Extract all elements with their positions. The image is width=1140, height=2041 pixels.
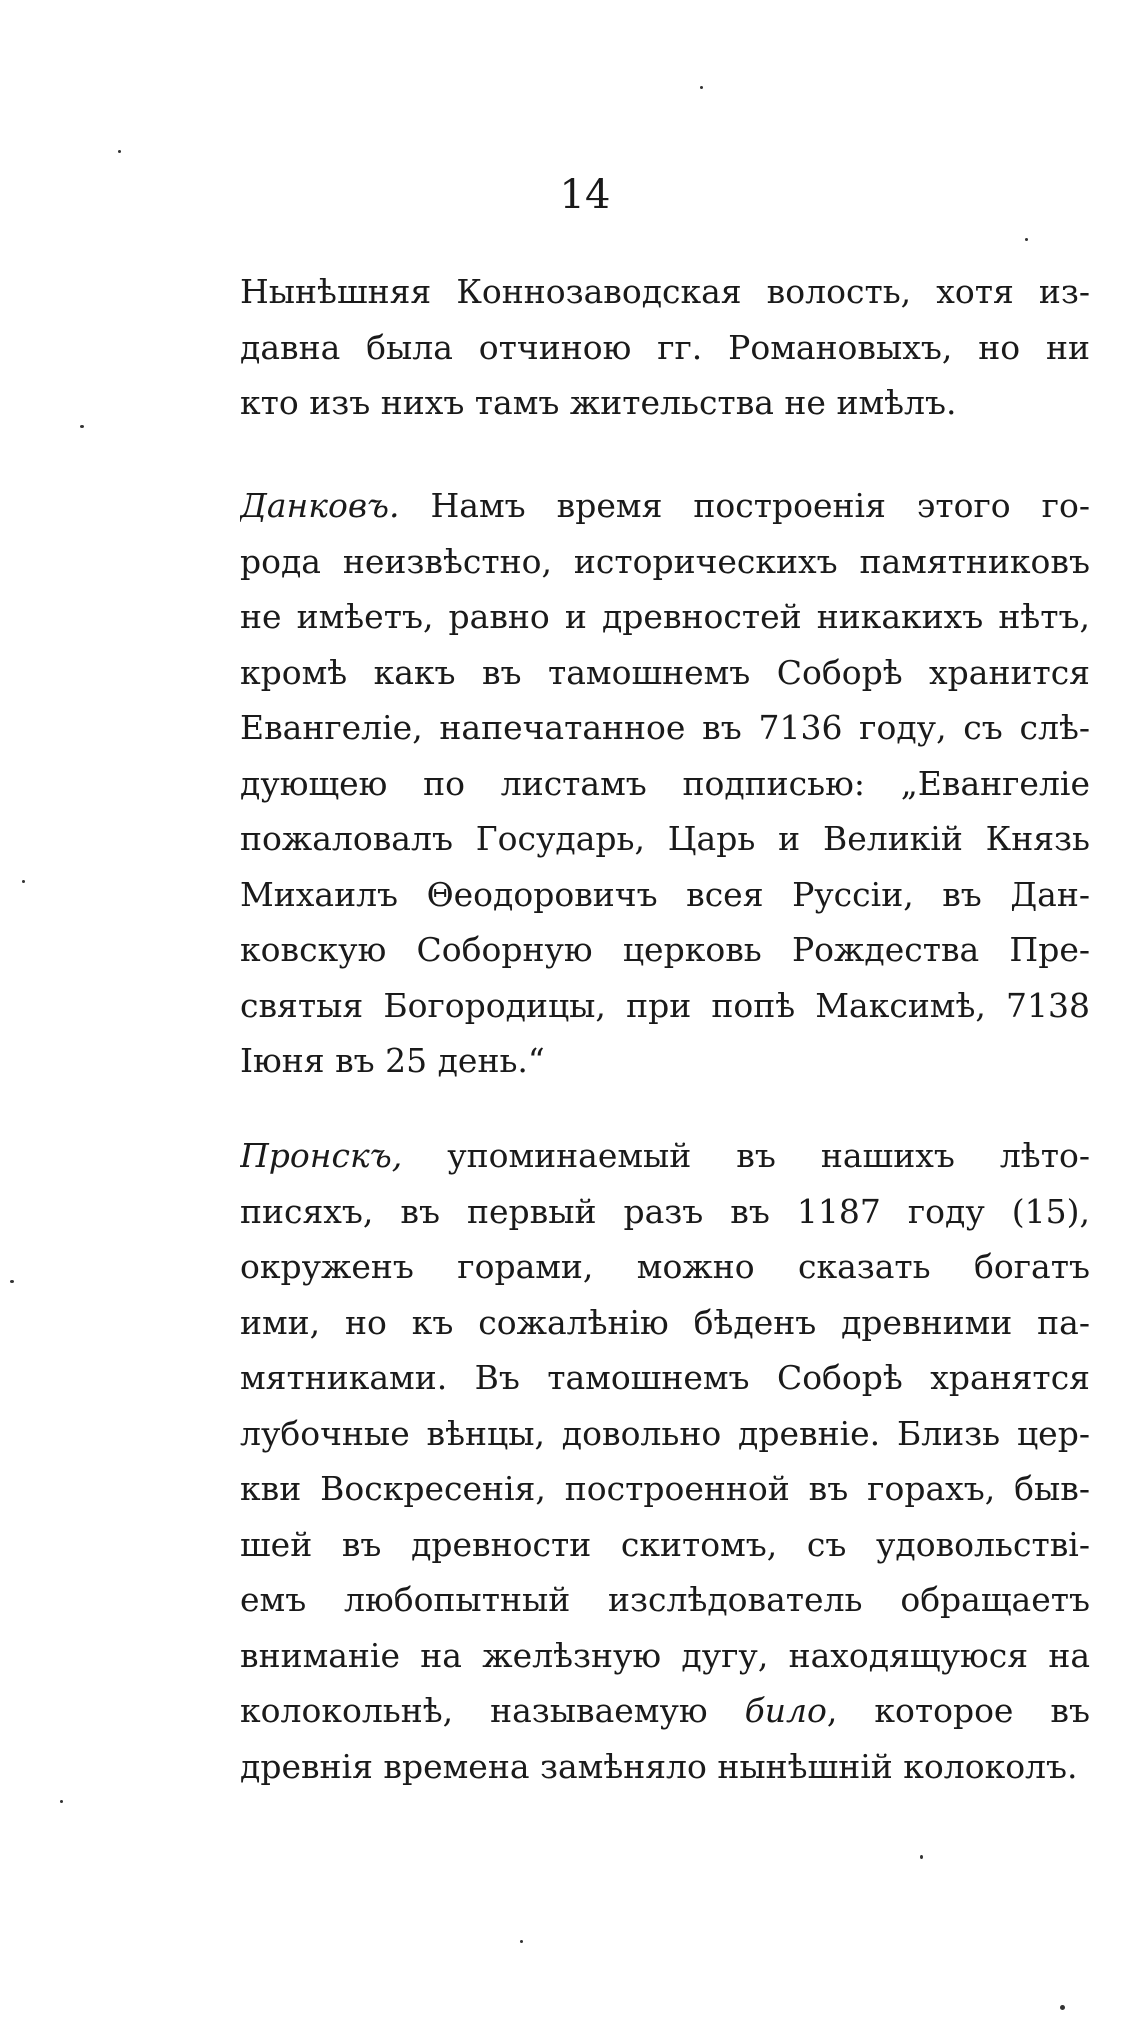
text-line <box>240 1128 1090 1184</box>
scan-speck <box>10 1280 14 1283</box>
scan-speck <box>520 1940 523 1943</box>
text-line: вниманіе на желѣзную дугу, находящуюся на <box>240 1635 1090 1675</box>
text-line: Евангеліе, напечатанное въ 7136 году, съ слѣ- <box>240 708 1090 747</box>
scan-speck <box>920 1855 923 1859</box>
text-line-start: колокольнѣ, называемую <box>240 1691 745 1730</box>
text-line <box>240 478 1090 534</box>
scan-speck <box>1025 238 1028 241</box>
scan-speck <box>700 86 703 89</box>
text-line: лубочные вѣнцы, довольно древніе. Близь цер- <box>240 1413 1090 1453</box>
text-line: мятниками. Въ тамошнемъ Соборѣ хранятся <box>240 1358 1090 1397</box>
text-line: не имѣетъ, равно и древностей никакихъ нѣтъ, <box>240 597 1090 636</box>
place-name-dankov: Данковъ. <box>240 486 400 525</box>
text-line: кто изъ нихъ тамъ жительства не имѣлъ. <box>240 383 957 422</box>
text-line <box>240 1683 1090 1739</box>
page-number: 14 <box>559 172 611 218</box>
paragraph-1 <box>240 264 1090 431</box>
text-line: пожаловалъ Государь, Царь и Великій Князь <box>240 819 1090 858</box>
text-line: Іюня въ 25 день.“ <box>240 1041 545 1080</box>
text-line: емъ любопытный изслѣдователь обращаетъ <box>240 1580 1090 1619</box>
text-line: писяхъ, въ первый разъ въ 1187 году (15), <box>240 1191 1090 1231</box>
scan-speck <box>60 1800 63 1803</box>
scan-speck <box>80 425 84 428</box>
text-line: кви Воскресенія, построенной въ горахъ, быв- <box>240 1469 1090 1508</box>
text-line: Нынѣшняя Коннозаводская волость, хотя из- <box>240 272 1090 311</box>
text-line: окруженъ горами, можно сказать богатъ <box>240 1247 1090 1286</box>
text-line: Михаилъ Θеодоровичъ всея Руссіи, въ Дан- <box>240 874 1090 914</box>
place-name-pronsk: Пронскъ, <box>240 1136 403 1175</box>
paragraph-pronsk <box>240 1128 1090 1794</box>
text-line: рода неизвѣстно, историческихъ памятниковъ <box>240 541 1090 581</box>
text-line: давна была отчиною гг. Романовыхъ, но ни <box>240 327 1090 367</box>
scan-speck <box>1060 2005 1065 2010</box>
text-line: ковскую Соборную церковь Рождества Пре- <box>240 930 1090 969</box>
text-line: шей въ древности скитомъ, съ удовольстві- <box>240 1524 1090 1564</box>
text-line: святыя Богородицы, при попѣ Максимѣ, 7138 <box>240 985 1090 1025</box>
text-line-rest: упоминаемый въ нашихъ лѣто- <box>402 1136 1090 1175</box>
text-line-end: , которое въ <box>826 1691 1090 1730</box>
paragraph-dankov <box>240 478 1090 1089</box>
term-bilo: било <box>744 1691 827 1730</box>
text-line-rest: Намъ время построенія этого го- <box>399 486 1090 525</box>
text-line: ими, но къ сожалѣнію бѣденъ древними па- <box>240 1302 1090 1342</box>
text-line: кромѣ какъ въ тамошнемъ Соборѣ хранится <box>240 652 1090 692</box>
text-line: древнія времена замѣняло нынѣшній колоколъ. <box>240 1746 1078 1786</box>
scan-speck <box>118 150 121 153</box>
scan-speck <box>22 880 25 883</box>
text-line: дующею по листамъ подписью: „Евангеліе <box>240 763 1090 803</box>
